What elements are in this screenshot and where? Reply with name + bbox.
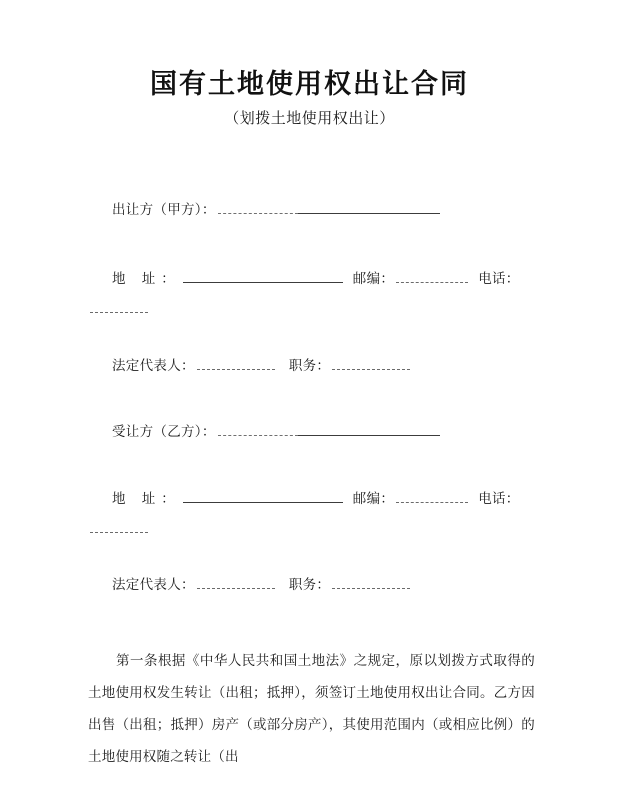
article-one-number: 第一条 — [116, 653, 158, 669]
transferee-input[interactable] — [218, 421, 440, 434]
phone-a-input[interactable] — [90, 299, 148, 313]
transferee-label: 受让方（乙方）： — [112, 424, 216, 440]
zip-b-label: 邮编： — [352, 491, 395, 507]
legal-rep-a-label: 法定代表人： — [112, 358, 195, 374]
field-row-legal-rep-a — [112, 355, 412, 377]
article-one — [88, 645, 535, 773]
address-b-input[interactable] — [183, 489, 343, 503]
transferor-label: 出让方（甲方）： — [112, 202, 216, 218]
field-row-transferee — [112, 421, 442, 443]
zip-b-input[interactable] — [396, 489, 468, 503]
legal-rep-a-input[interactable] — [197, 356, 275, 370]
address-b-label: 地 址： — [112, 491, 181, 507]
phone-a-input-wrap[interactable] — [88, 298, 150, 320]
position-b-input[interactable] — [332, 575, 410, 589]
zip-a-input[interactable] — [396, 269, 468, 283]
position-a-label: 职务： — [288, 358, 331, 374]
phone-a-label: 电话： — [478, 271, 520, 287]
page-subtitle: （划拨土地使用权出让） — [224, 109, 395, 127]
legal-rep-b-label: 法定代表人： — [112, 577, 195, 593]
field-row-address-b — [112, 488, 520, 510]
article-one-text: 根据《中华人民共和国土地法》之规定，原以划拨方式取得的土地使用权发生转让（出租；抵押），须签订土地使用权出让合同。乙方因出售（出租；抵押）房产（或部分房产），其使用范围内（或相应比例）的土地使用权随之转让（出 — [88, 653, 535, 765]
address-a-input[interactable] — [183, 269, 343, 283]
field-row-legal-rep-b — [112, 574, 412, 596]
transferor-input[interactable] — [218, 199, 440, 212]
phone-b-input-wrap[interactable] — [88, 518, 150, 540]
position-a-input[interactable] — [332, 356, 410, 370]
address-a-label: 地 址： — [112, 271, 181, 287]
legal-rep-b-input[interactable] — [197, 575, 275, 589]
phone-b-label: 电话： — [478, 491, 520, 507]
field-row-transferor — [112, 199, 442, 221]
zip-a-label: 邮编： — [352, 271, 395, 287]
phone-b-input[interactable] — [90, 519, 148, 533]
position-b-label: 职务： — [288, 577, 331, 593]
field-row-address-a — [112, 268, 520, 290]
page-title: 国有土地使用权出让合同 — [150, 69, 469, 100]
